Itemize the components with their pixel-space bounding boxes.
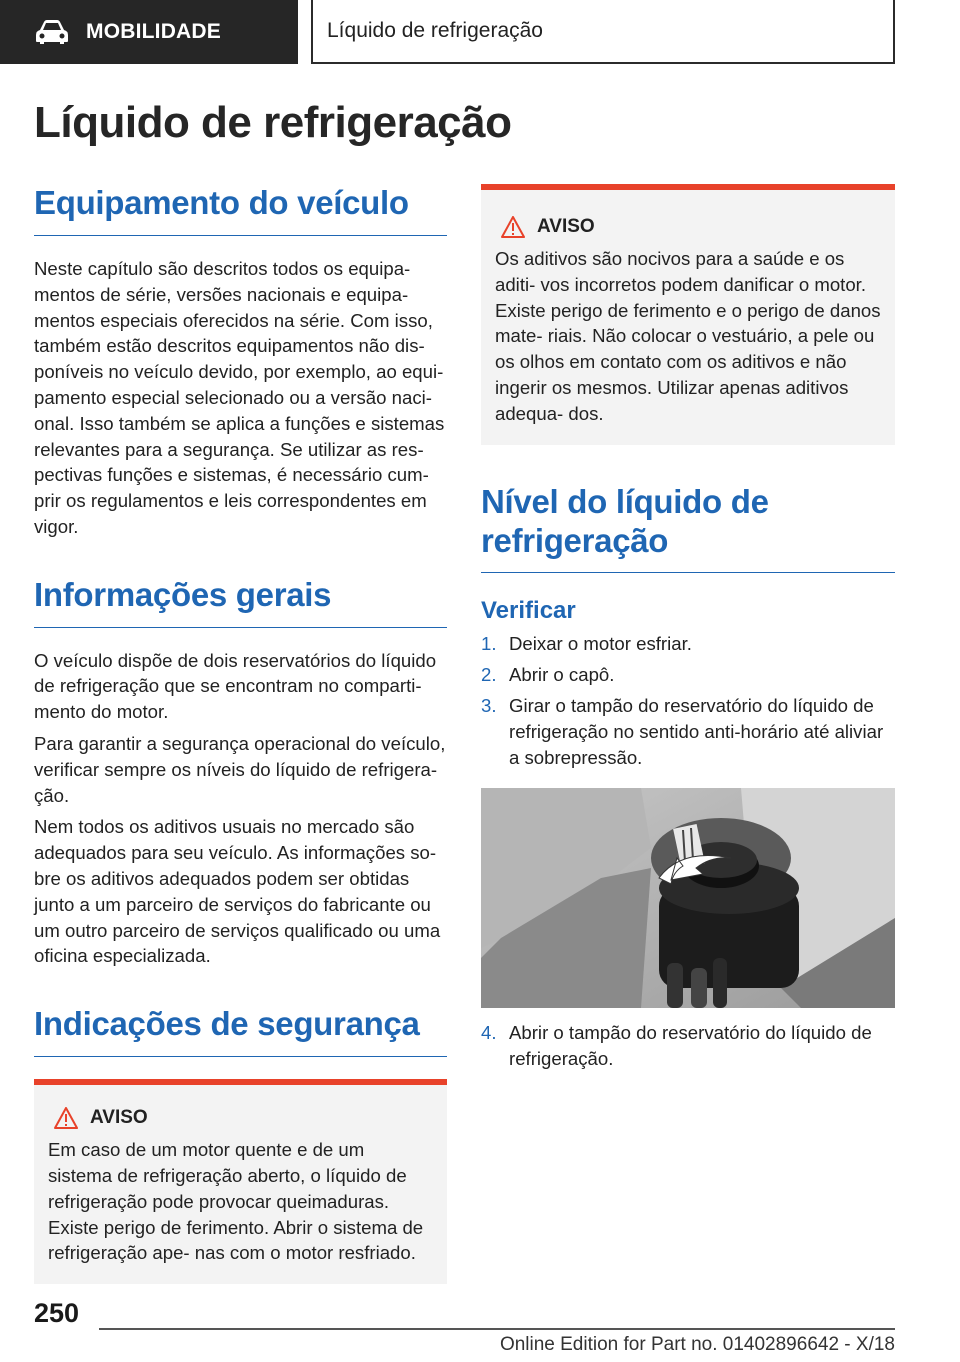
chapter-tab[interactable] (0, 0, 298, 64)
list-item: 2. Abrir o capô. (481, 664, 615, 686)
steps-list-continued (481, 1020, 895, 1072)
car-icon (34, 19, 70, 45)
coolant-reservoir-image (481, 788, 895, 1008)
list-item: 4. Abrir o tampão do reservatório do líquido de refrigeração. (481, 1022, 872, 1070)
equipamento-paragraph: Neste capítulo são descritos todos os equipa- mentos de série, versões nacionais e equipa- mentos especiais oferecidos na série. Com isso, também estão descritos equipamentos não dis- poníveis no veículo devido, por exemplo, ao equi- pamento especial selecionado ou a versão naci- onal. Isso também se aplica a funções e sistemas relevantes para a segurança. Se utilizar as res- pectivas funções e sistemas, é necessário cum- prir os regulamentos e leis correspondentes em vigor. (34, 257, 445, 537)
list-item: 1. Deixar o motor esfriar. (481, 633, 692, 655)
informacoes-paragraph-2: Para garantir a segurança operacional do veículo, verificar sempre os níveis do líquido de refrigera- ção. (34, 733, 446, 806)
informacoes-paragraph-3: Nem todos os aditivos usuais no mercado são adequados para seu veículo. As informações so- bre os aditivos adequados podem ser obtidas junto a um parceiro de serviços do fabricante ou um outro parceiro de serviços qualificado ou uma oficina especializada. (34, 816, 441, 967)
section-heading-informacoes: Informações gerais (34, 576, 447, 628)
section-heading-equipamento: Equipamento do veículo (34, 184, 447, 236)
warning-triangle-icon (501, 216, 525, 238)
list-item: 3. Girar o tampão do reservatório do líquido de refrigeração no sentido anti-horário até aliviar a sobrepressão. (481, 695, 884, 768)
steps-list (481, 631, 895, 770)
chapter-tab-label: MOBILIDADE (86, 20, 221, 43)
section-heading-seguranca: Indicações de segurança (34, 1005, 447, 1057)
page-number: 250 (34, 1298, 80, 1328)
subheading-verificar: Verificar (481, 597, 576, 625)
warning-triangle-icon (54, 1107, 78, 1129)
breadcrumb (311, 0, 895, 64)
warning-title: AVISO (537, 216, 595, 237)
footer-edition: Online Edition for Part no. 01402896642 - X/18 (499, 1334, 895, 1355)
breadcrumb-text: Líquido de refrigeração (327, 19, 543, 42)
footer-divider (99, 1328, 895, 1330)
warning-box-additives (481, 184, 895, 445)
right-column (481, 184, 895, 1072)
left-column (34, 184, 447, 1284)
warning-text: Os aditivos são nocivos para a saúde e os aditi- vos incorretos podem danificar o motor. Existe perigo de ferimento e o perigo de danos mate- riais. Não colocar o vestuário, a pele ou os olhos em contato com os aditivos e não ingerir os mesmos. Utilizar apenas aditivos adequa- dos. (495, 248, 881, 424)
informacoes-paragraph-1: O veículo dispõe de dois reservatórios do líquido de refrigeração que se encontram no comparti- mento do motor. (34, 649, 437, 723)
warning-box-burn (34, 1079, 447, 1284)
section-heading-nivel: Nível do líquido de refrigeração (481, 483, 895, 574)
warning-title: AVISO (90, 1107, 148, 1129)
warning-text: Em caso de um motor quente e de um sistema de refrigeração aberto, o líquido de refrigeração pode provocar queimaduras. Existe perigo de ferimento. Abrir o sistema de refrigeração ape- nas com o motor resfriado. (48, 1139, 424, 1264)
page-title: Líquido de refrigeração (34, 98, 512, 147)
